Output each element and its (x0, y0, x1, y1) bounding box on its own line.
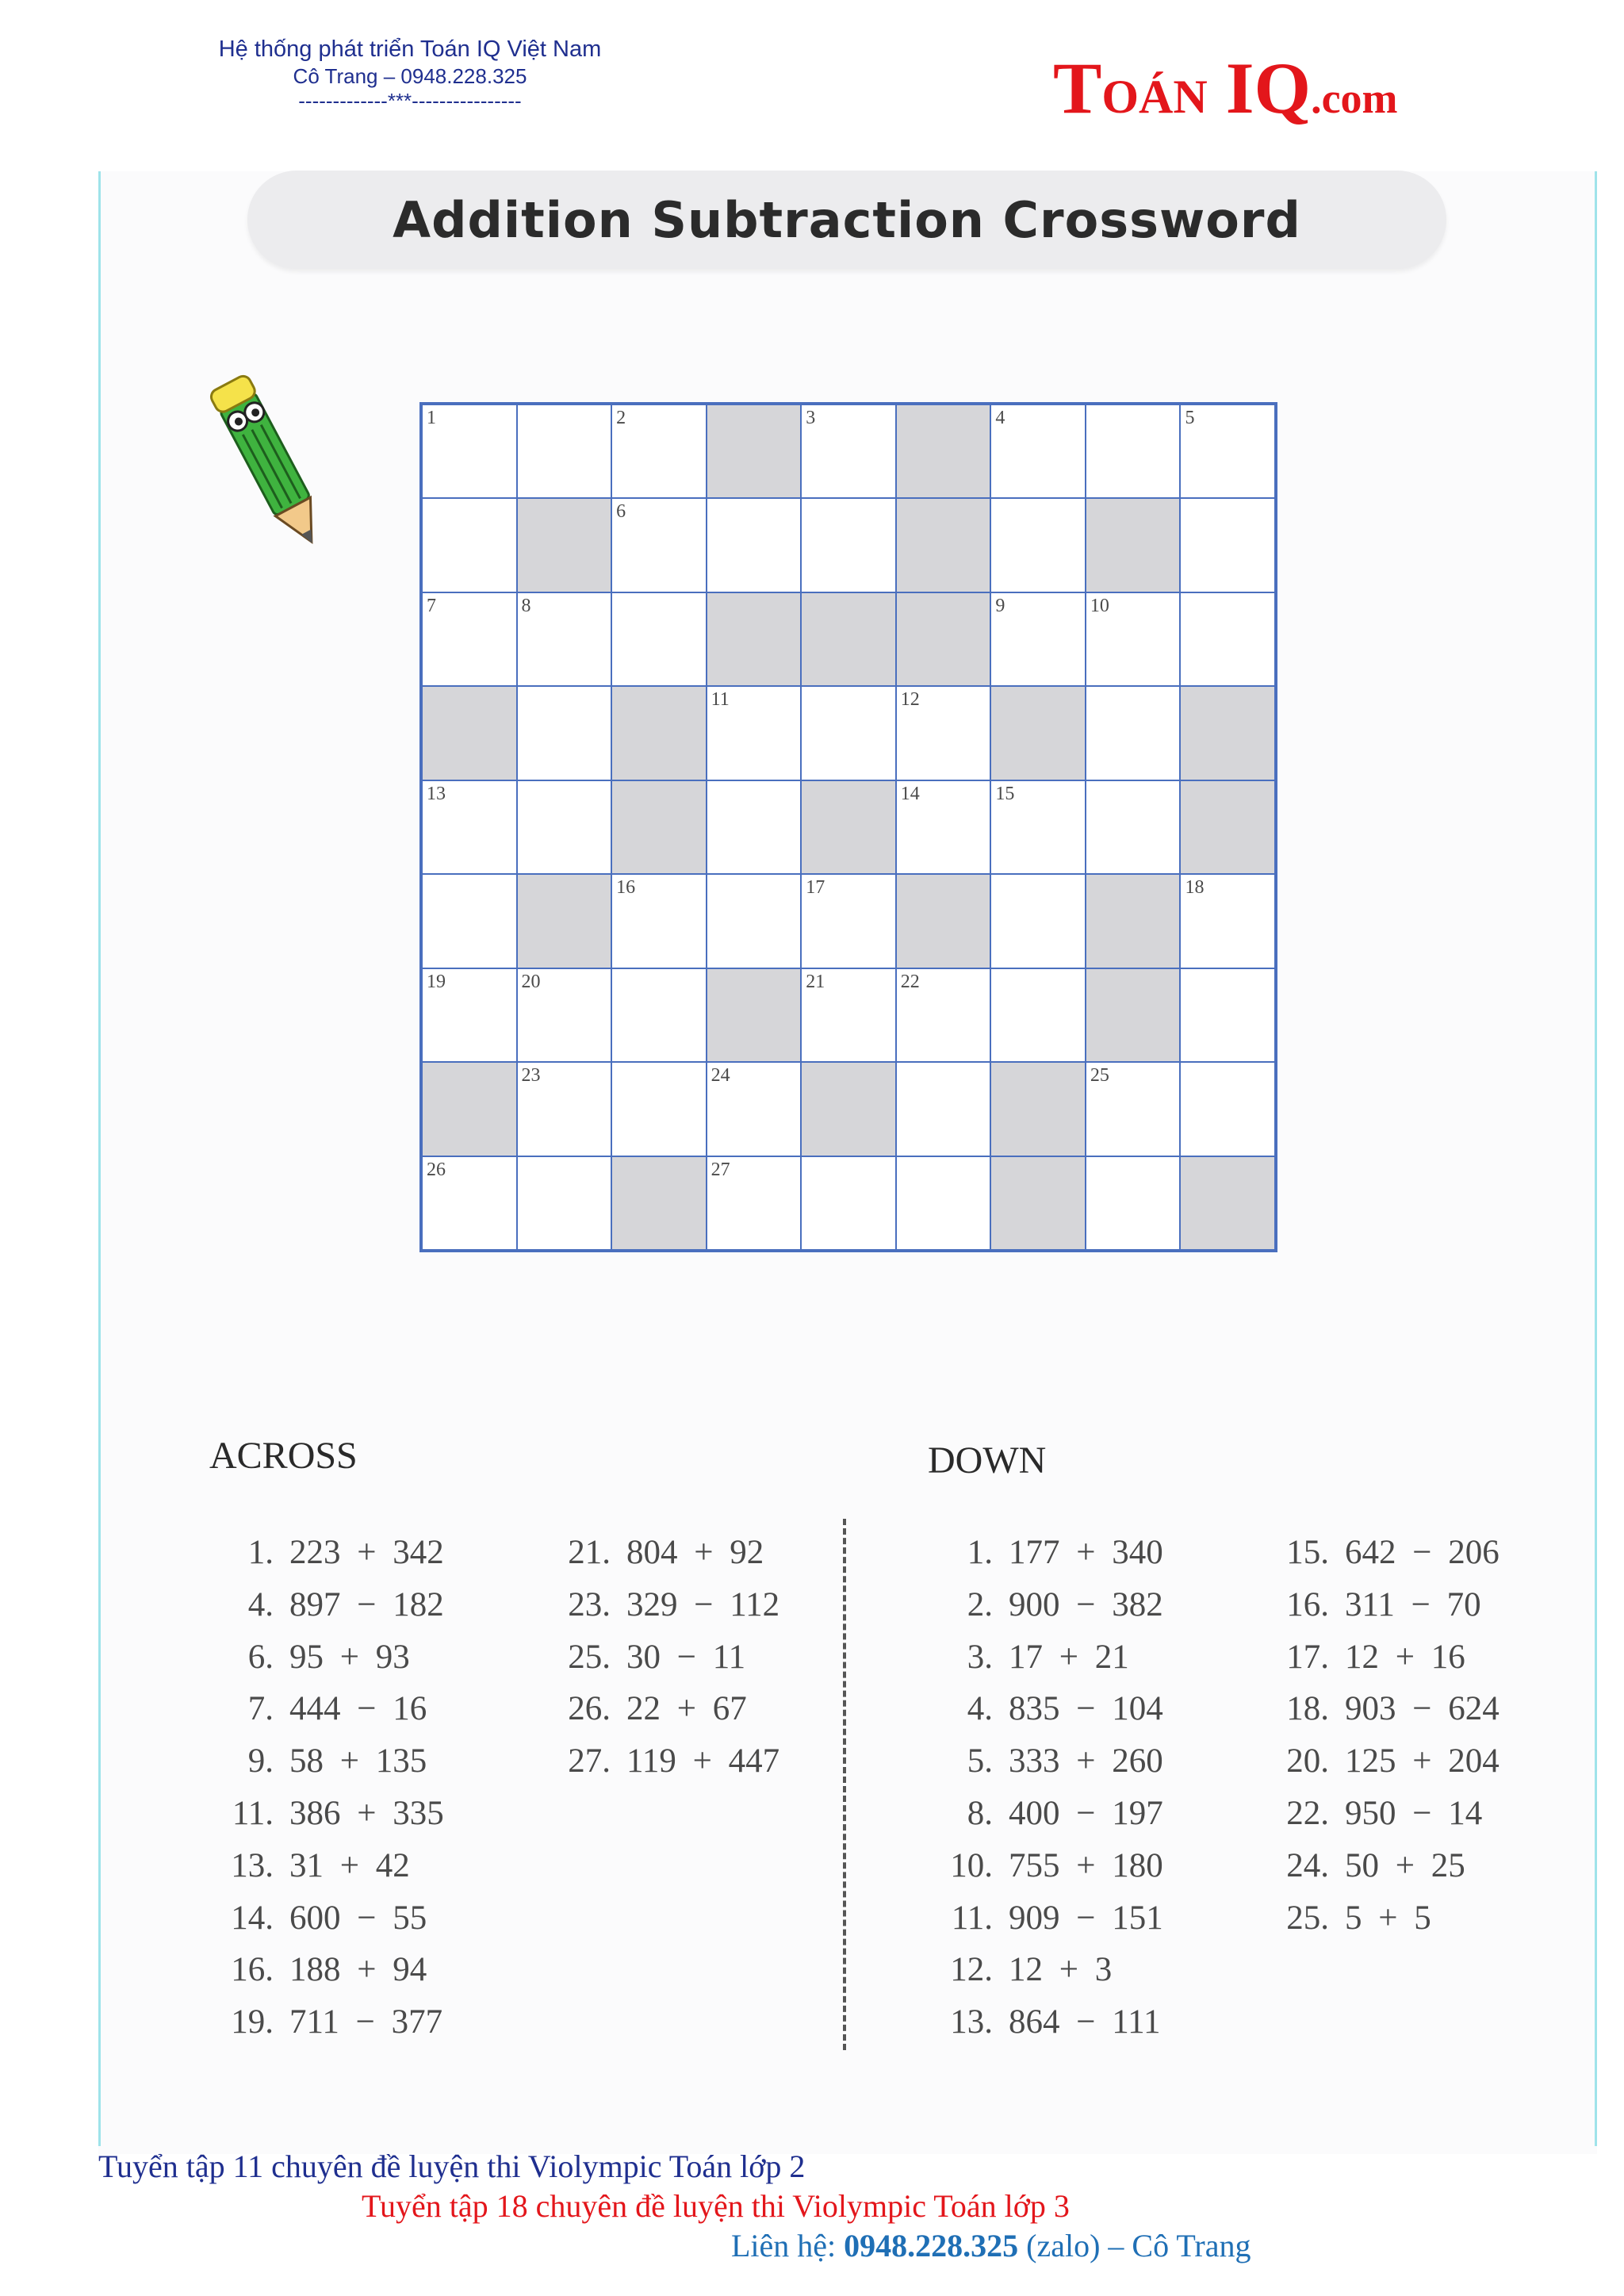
grid-cell[interactable] (1086, 404, 1181, 498)
clue-expression: 12 + 16 (1345, 1638, 1465, 1676)
clue-expression: 642 − 206 (1345, 1534, 1500, 1571)
clue-number: 18. (1286, 1690, 1329, 1728)
grid-cell[interactable] (611, 1062, 707, 1156)
clue-number: 13. (950, 2003, 993, 2041)
grid-cell[interactable] (517, 592, 612, 686)
grid-cell-shaded (1086, 498, 1181, 592)
cell-number: 3 (806, 408, 816, 428)
clue-number: 5. (967, 1742, 993, 1780)
clue-number: 1. (967, 1534, 993, 1571)
footer-line-2: Tuyển tập 18 chuyên đề luyện thi Violympic Toán lớp 3 (362, 2188, 1070, 2224)
grid-cell[interactable] (1086, 1156, 1181, 1250)
clue-number: 16. (231, 1951, 274, 1989)
clue-expression: 400 − 197 (1009, 1794, 1163, 1832)
clue-expression: 125 + 204 (1345, 1742, 1500, 1780)
grid-cell[interactable] (517, 404, 612, 498)
grid-cell-shaded (990, 1062, 1086, 1156)
clue-expression: 333 + 260 (1009, 1742, 1163, 1780)
grid-cell[interactable] (990, 874, 1086, 968)
clue-number: 14. (231, 1899, 274, 1937)
grid-cell[interactable] (517, 780, 612, 874)
grid-cell[interactable] (517, 686, 612, 780)
clue-expression: 311 − 70 (1345, 1585, 1481, 1623)
grid-cell[interactable] (517, 1062, 612, 1156)
grid-cell[interactable] (1086, 780, 1181, 874)
grid-cell[interactable] (1180, 592, 1275, 686)
left-margin-rule (98, 171, 101, 2146)
cell-number: 7 (427, 595, 436, 616)
grid-cell[interactable] (422, 498, 517, 592)
clue-expression: 12 + 3 (1009, 1951, 1113, 1989)
footer-contact-suffix: (zalo) – Cô Trang (1018, 2228, 1251, 2263)
grid-cell[interactable] (517, 1156, 612, 1250)
grid-cell[interactable] (990, 780, 1086, 874)
footer-line-1: Tuyển tập 11 chuyên đề luyện thi Violympic Toán lớp 2 (98, 2148, 806, 2184)
clue-number: 9. (247, 1742, 274, 1780)
toaniq-logo (1053, 46, 1398, 133)
grid-cell[interactable] (611, 404, 707, 498)
grid-cell[interactable] (707, 874, 802, 968)
grid-cell[interactable] (422, 592, 517, 686)
clue-expression: 58 + 135 (289, 1742, 427, 1780)
grid-cell[interactable] (422, 968, 517, 1062)
clue-expression: 864 − 111 (1009, 2003, 1161, 2041)
clue-expression: 755 + 180 (1009, 1846, 1163, 1884)
clue-expression: 909 − 151 (1009, 1899, 1163, 1937)
clue-expression: 22 + 67 (626, 1690, 747, 1728)
grid-cell[interactable] (801, 874, 896, 968)
grid-cell-shaded (896, 874, 991, 968)
clue-expression: 30 − 11 (626, 1638, 746, 1676)
grid-cell[interactable] (896, 780, 991, 874)
clue-expression: 5 + 5 (1345, 1899, 1431, 1937)
clue-number: 19. (231, 2003, 274, 2041)
clue-number: 13. (231, 1846, 274, 1884)
grid-cell[interactable] (801, 1156, 896, 1250)
clue-number: 15. (1286, 1534, 1329, 1571)
grid-cell[interactable] (896, 1156, 991, 1250)
footer-contact-prefix: Liên hệ: (731, 2228, 845, 2263)
cell-number: 26 (427, 1159, 446, 1180)
cell-number: 6 (616, 501, 626, 523)
grid-cell-shaded (896, 404, 991, 498)
cell-number: 21 (806, 971, 825, 992)
clue-number: 2. (967, 1585, 993, 1623)
header-contact (135, 35, 685, 113)
grid-cell[interactable] (801, 404, 896, 498)
clue-number: 10. (950, 1846, 993, 1884)
logo-text-oan: OÁN (1101, 71, 1208, 123)
clue-number: 11. (951, 1899, 993, 1937)
clue-expression: 329 − 112 (626, 1585, 780, 1623)
grid-cell-shaded (801, 780, 896, 874)
clue-expression: 223 + 342 (289, 1534, 444, 1571)
clue-expression: 835 − 104 (1009, 1690, 1163, 1728)
clue-number: 27. (568, 1742, 611, 1780)
grid-cell-shaded (896, 592, 991, 686)
cell-number: 2 (616, 408, 626, 428)
grid-cell-shaded (1086, 968, 1181, 1062)
cell-number: 23 (521, 1065, 541, 1087)
grid-cell[interactable] (611, 592, 707, 686)
grid-cell[interactable] (707, 498, 802, 592)
clue-number: 21. (568, 1534, 611, 1571)
grid-cell[interactable] (801, 968, 896, 1062)
footer-contact (731, 2227, 1251, 2264)
cell-number: 10 (1090, 595, 1109, 616)
grid-cell[interactable] (611, 968, 707, 1062)
cell-number: 11 (710, 689, 730, 711)
grid-cell[interactable] (611, 498, 707, 592)
clue-number: 1. (247, 1534, 274, 1571)
logo-text-com: .com (1311, 75, 1398, 122)
grid-cell[interactable] (990, 592, 1086, 686)
grid-cell-shaded (707, 968, 802, 1062)
clue-number: 4. (967, 1690, 993, 1728)
clue-expression: 950 − 14 (1345, 1794, 1483, 1832)
grid-cell[interactable] (896, 1062, 991, 1156)
grid-cell-shaded (896, 498, 991, 592)
grid-cell-shaded (990, 1156, 1086, 1250)
clue-expression: 600 − 55 (289, 1899, 427, 1937)
cell-number: 27 (710, 1159, 730, 1180)
grid-cell-shaded (422, 1062, 517, 1156)
cell-number: 8 (521, 595, 531, 616)
grid-cell[interactable] (707, 1156, 802, 1250)
grid-cell[interactable] (707, 780, 802, 874)
clue-number: 3. (967, 1638, 993, 1676)
grid-cell-shaded (611, 686, 707, 780)
grid-cell-shaded (1180, 1156, 1275, 1250)
cell-number: 5 (1185, 408, 1195, 428)
cell-number: 13 (427, 783, 446, 804)
clue-number: 23. (568, 1585, 611, 1623)
grid-cell[interactable] (990, 498, 1086, 592)
grid-cell[interactable] (422, 404, 517, 498)
clue-expression: 177 + 340 (1009, 1534, 1163, 1571)
clue-expression: 188 + 94 (289, 1951, 427, 1989)
clue-number: 4. (247, 1585, 274, 1623)
header-line-2: Cô Trang – 0948.228.325 (293, 64, 527, 88)
clue-expression: 386 + 335 (289, 1794, 444, 1832)
grid-cell[interactable] (707, 686, 802, 780)
grid-cell-shaded (1180, 780, 1275, 874)
grid-cell[interactable] (896, 686, 991, 780)
grid-cell-shaded (1180, 686, 1275, 780)
grid-cell[interactable] (801, 686, 896, 780)
right-margin-rule (1595, 171, 1597, 2146)
clue-number: 16. (1286, 1585, 1329, 1623)
grid-cell[interactable] (1086, 592, 1181, 686)
grid-cell-shaded (801, 592, 896, 686)
pencil-mascot-icon (205, 361, 339, 567)
grid-cell[interactable] (1180, 874, 1275, 968)
logo-letter-t: T (1053, 48, 1102, 128)
clue-expression: 804 + 92 (626, 1534, 764, 1571)
cell-number: 16 (616, 877, 636, 899)
logo-text-iq: IQ (1207, 48, 1312, 128)
cell-number: 4 (995, 408, 1005, 428)
footer-phone: 0948.228.325 (844, 2228, 1019, 2263)
clue-number: 17. (1286, 1638, 1329, 1676)
grid-cell[interactable] (990, 968, 1086, 1062)
down-heading: DOWN (928, 1439, 1047, 1481)
clue-expression: 50 + 25 (1345, 1846, 1465, 1884)
clue-expression: 903 − 624 (1345, 1690, 1500, 1728)
grid-cell[interactable] (1180, 1062, 1275, 1156)
grid-cell[interactable] (517, 968, 612, 1062)
crossword-grid (419, 402, 1277, 1252)
header-line-1: Hệ thống phát triển Toán IQ Việt Nam (218, 36, 602, 62)
grid-cell[interactable] (707, 1062, 802, 1156)
grid-cell[interactable] (990, 404, 1086, 498)
clue-expression: 95 + 93 (289, 1638, 410, 1676)
grid-cell-shaded (1086, 874, 1181, 968)
across-heading: ACROSS (209, 1435, 358, 1477)
grid-cell-shaded (517, 498, 612, 592)
cell-number: 9 (995, 595, 1005, 616)
clue-expression: 897 − 182 (289, 1585, 444, 1623)
grid-cell[interactable] (801, 498, 896, 592)
grid-cell[interactable] (422, 1156, 517, 1250)
clue-expression: 17 + 21 (1009, 1638, 1129, 1676)
grid-cell[interactable] (1180, 404, 1275, 498)
cell-number: 12 (900, 689, 920, 711)
clue-number: 22. (1286, 1794, 1329, 1832)
cell-number: 17 (806, 877, 825, 899)
cell-number: 19 (427, 971, 446, 992)
grid-cell[interactable] (1086, 686, 1181, 780)
clue-number: 6. (247, 1638, 274, 1676)
grid-cell-shaded (990, 686, 1086, 780)
clue-expression: 711 − 377 (289, 2003, 443, 2041)
clue-number: 24. (1286, 1846, 1329, 1884)
grid-cell[interactable] (1180, 498, 1275, 592)
clue-number: 7. (247, 1690, 274, 1728)
grid-cell-shaded (707, 404, 802, 498)
grid-cell[interactable] (422, 780, 517, 874)
grid-cell-shaded (707, 592, 802, 686)
cell-number: 20 (521, 971, 541, 992)
cell-number: 15 (995, 783, 1015, 804)
cell-number: 24 (710, 1065, 730, 1087)
grid-cell-shaded (611, 780, 707, 874)
clue-number: 8. (967, 1794, 993, 1832)
cell-number: 22 (900, 971, 920, 992)
clue-number: 25. (1286, 1899, 1329, 1937)
grid-cell[interactable] (896, 968, 991, 1062)
clue-expression: 31 + 42 (289, 1846, 410, 1884)
grid-cell[interactable] (611, 874, 707, 968)
clue-number: 12. (950, 1951, 993, 1989)
grid-cell[interactable] (422, 874, 517, 968)
page-title: Addition Subtraction Crossword (393, 190, 1301, 249)
clue-expression: 444 − 16 (289, 1690, 427, 1728)
clue-number: 26. (568, 1690, 611, 1728)
clue-number: 20. (1286, 1742, 1329, 1780)
grid-cell-shaded (801, 1062, 896, 1156)
grid-cell-shaded (517, 874, 612, 968)
cell-number: 25 (1090, 1065, 1109, 1087)
clue-number: 11. (232, 1794, 274, 1832)
header-line-3: -------------***---------------- (298, 89, 522, 113)
grid-cell[interactable] (1086, 1062, 1181, 1156)
clue-expression: 900 − 382 (1009, 1585, 1163, 1623)
cell-number: 1 (427, 408, 436, 428)
grid-cell[interactable] (1180, 968, 1275, 1062)
clue-number: 25. (568, 1638, 611, 1676)
clue-divider (843, 1519, 846, 2050)
title-banner (247, 171, 1446, 269)
grid-cell-shaded (422, 686, 517, 780)
clue-expression: 119 + 447 (626, 1742, 780, 1780)
cell-number: 14 (900, 783, 920, 804)
cell-number: 18 (1185, 877, 1205, 899)
grid-cell-shaded (611, 1156, 707, 1250)
